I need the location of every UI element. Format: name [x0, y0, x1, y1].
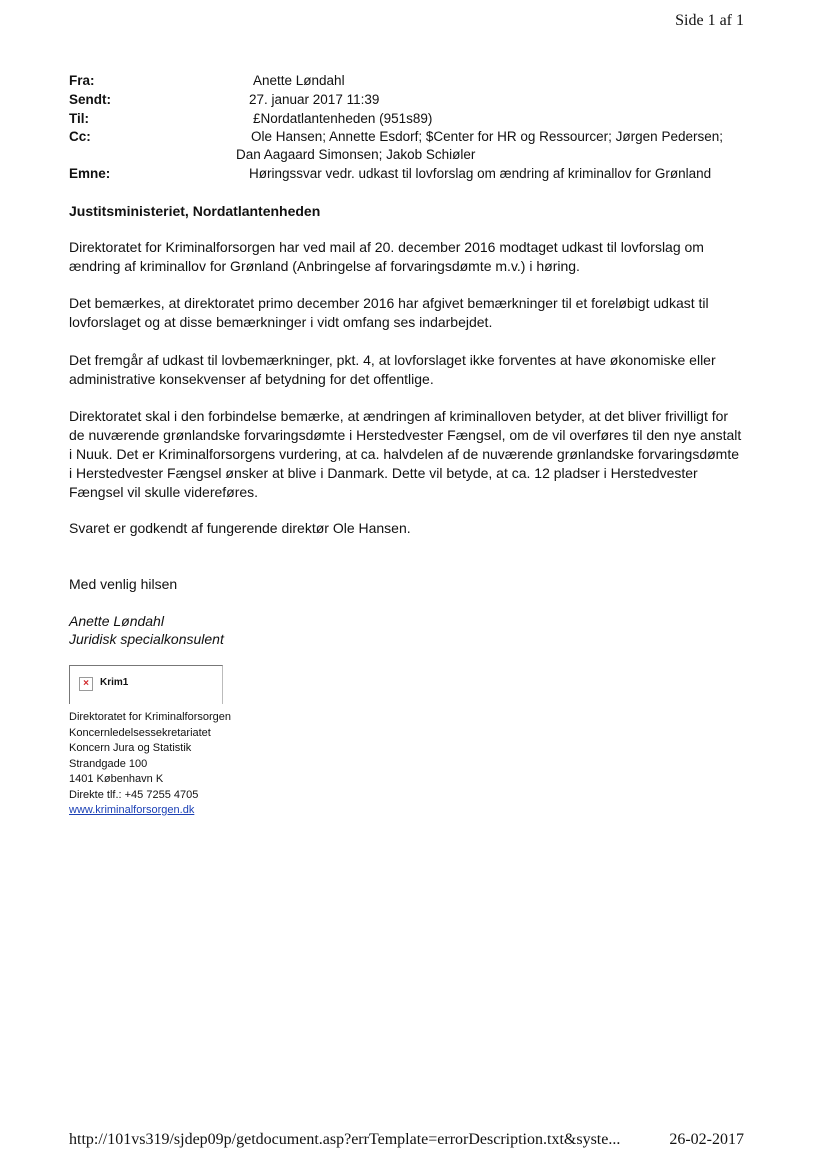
signature-line: 1401 København K — [69, 773, 164, 785]
to-label: Til: — [69, 111, 89, 126]
signer-title: Juridisk specialkonsulent — [69, 631, 224, 647]
page-number: Side 1 af 1 — [675, 12, 744, 29]
from-value: Anette Løndahl — [253, 73, 345, 88]
signature-line: Direkte tlf.: +45 7255 4705 — [69, 788, 199, 801]
paragraph-line: Fængsel vil skulle videreføres. — [69, 484, 259, 500]
signature-line: Strandgade 100 — [69, 757, 148, 770]
footer-date: 26-02-2017 — [669, 1131, 744, 1148]
paragraph-line: lovforslaget og at disse bemærkninger i vidt omfang ses indarbejdet. — [69, 314, 493, 330]
sent-value: 27. januar 2017 11:39 — [249, 92, 380, 107]
signature-line: Koncern Jura og Statistik — [69, 742, 192, 754]
subject-value: Høringssvar vedr. udkast til lovforslag om ændring af kriminallov for Grønland — [249, 166, 712, 181]
paragraph-5: Svaret er godkendt af fungerende direktør Ole Hansen. — [69, 520, 411, 536]
logo-alt-text: Krim1 — [100, 677, 129, 688]
paragraph-line: Det fremgår af udkast til lovbemærkninger, pkt. 4, at lovforslaget ikke forventes at have økonomiske eller — [69, 352, 716, 368]
cc-label: Cc: — [69, 129, 91, 144]
paragraph-4 — [69, 407, 759, 502]
paragraph-3 — [69, 351, 759, 389]
signature-block — [69, 710, 231, 819]
broken-image-icon: × — [79, 677, 93, 691]
paragraph-line: administrative konsekvenser af betydning for det offentlige. — [69, 371, 434, 387]
from-label: Fra: — [69, 73, 95, 88]
recipient-heading: Justitsministeriet, Nordatlantenheden — [69, 203, 321, 219]
signature-line: Koncernledelsessekretariatet — [69, 726, 211, 739]
paragraph-2 — [69, 294, 759, 332]
cc-value-line2: Dan Aagaard Simonsen; Jakob Schiøler — [236, 147, 476, 162]
paragraph-line: Direktoratet for Kriminalforsorgen har ved mail af 20. december 2016 modtaget udkast til lovforslag om — [69, 239, 704, 255]
paragraph-line: i Herstedvester Fængsel ønsker at blive i Danmark. Dette vil betyde, at ca. 12 pladser i Herstedvester — [69, 465, 698, 481]
paragraph-line: de nuværende grønlandske forvaringsdømte i Herstedvester Fængsel, om de vil overføres til den nye anstalt — [69, 427, 742, 443]
subject-label: Emne: — [69, 166, 111, 181]
paragraph-line: Direktoratet skal i den forbindelse bemærke, at ændringen af kriminalloven betyder, at det bliver frivilligt for — [69, 408, 729, 424]
signer-name: Anette Løndahl — [69, 613, 164, 629]
website-link[interactable]: www.kriminalforsorgen.dk — [69, 804, 195, 816]
to-value: £Nordatlantenheden (951s89) — [253, 111, 433, 126]
paragraph-line: ændring af kriminallov for Grønland (Anbringelse af forvaringsdømte m.v.) i høring. — [69, 258, 580, 274]
signature-line: Direktoratet for Kriminalforsorgen — [69, 711, 232, 723]
closing: Med venlig hilsen — [69, 576, 178, 592]
cc-value-line1: Ole Hansen; Annette Esdorf; $Center for HR og Ressourcer; Jørgen Pedersen; — [251, 129, 723, 144]
paragraph-line: Det bemærkes, at direktoratet primo december 2016 har afgivet bemærkninger til et foreløbigt udkast til — [69, 295, 709, 311]
footer-url: http://101vs319/sjdep09p/getdocument.asp?errTemplate=errorDescription.txt&syste... — [69, 1131, 621, 1148]
sent-label: Sendt: — [69, 92, 111, 107]
paragraph-line: i Nuuk. Det er Kriminalforsorgens vurdering, at ca. halvdelen af de nuværende grønlandske forvaringsdømte — [69, 446, 739, 462]
logo-image — [69, 665, 223, 704]
paragraph-1 — [69, 238, 759, 276]
